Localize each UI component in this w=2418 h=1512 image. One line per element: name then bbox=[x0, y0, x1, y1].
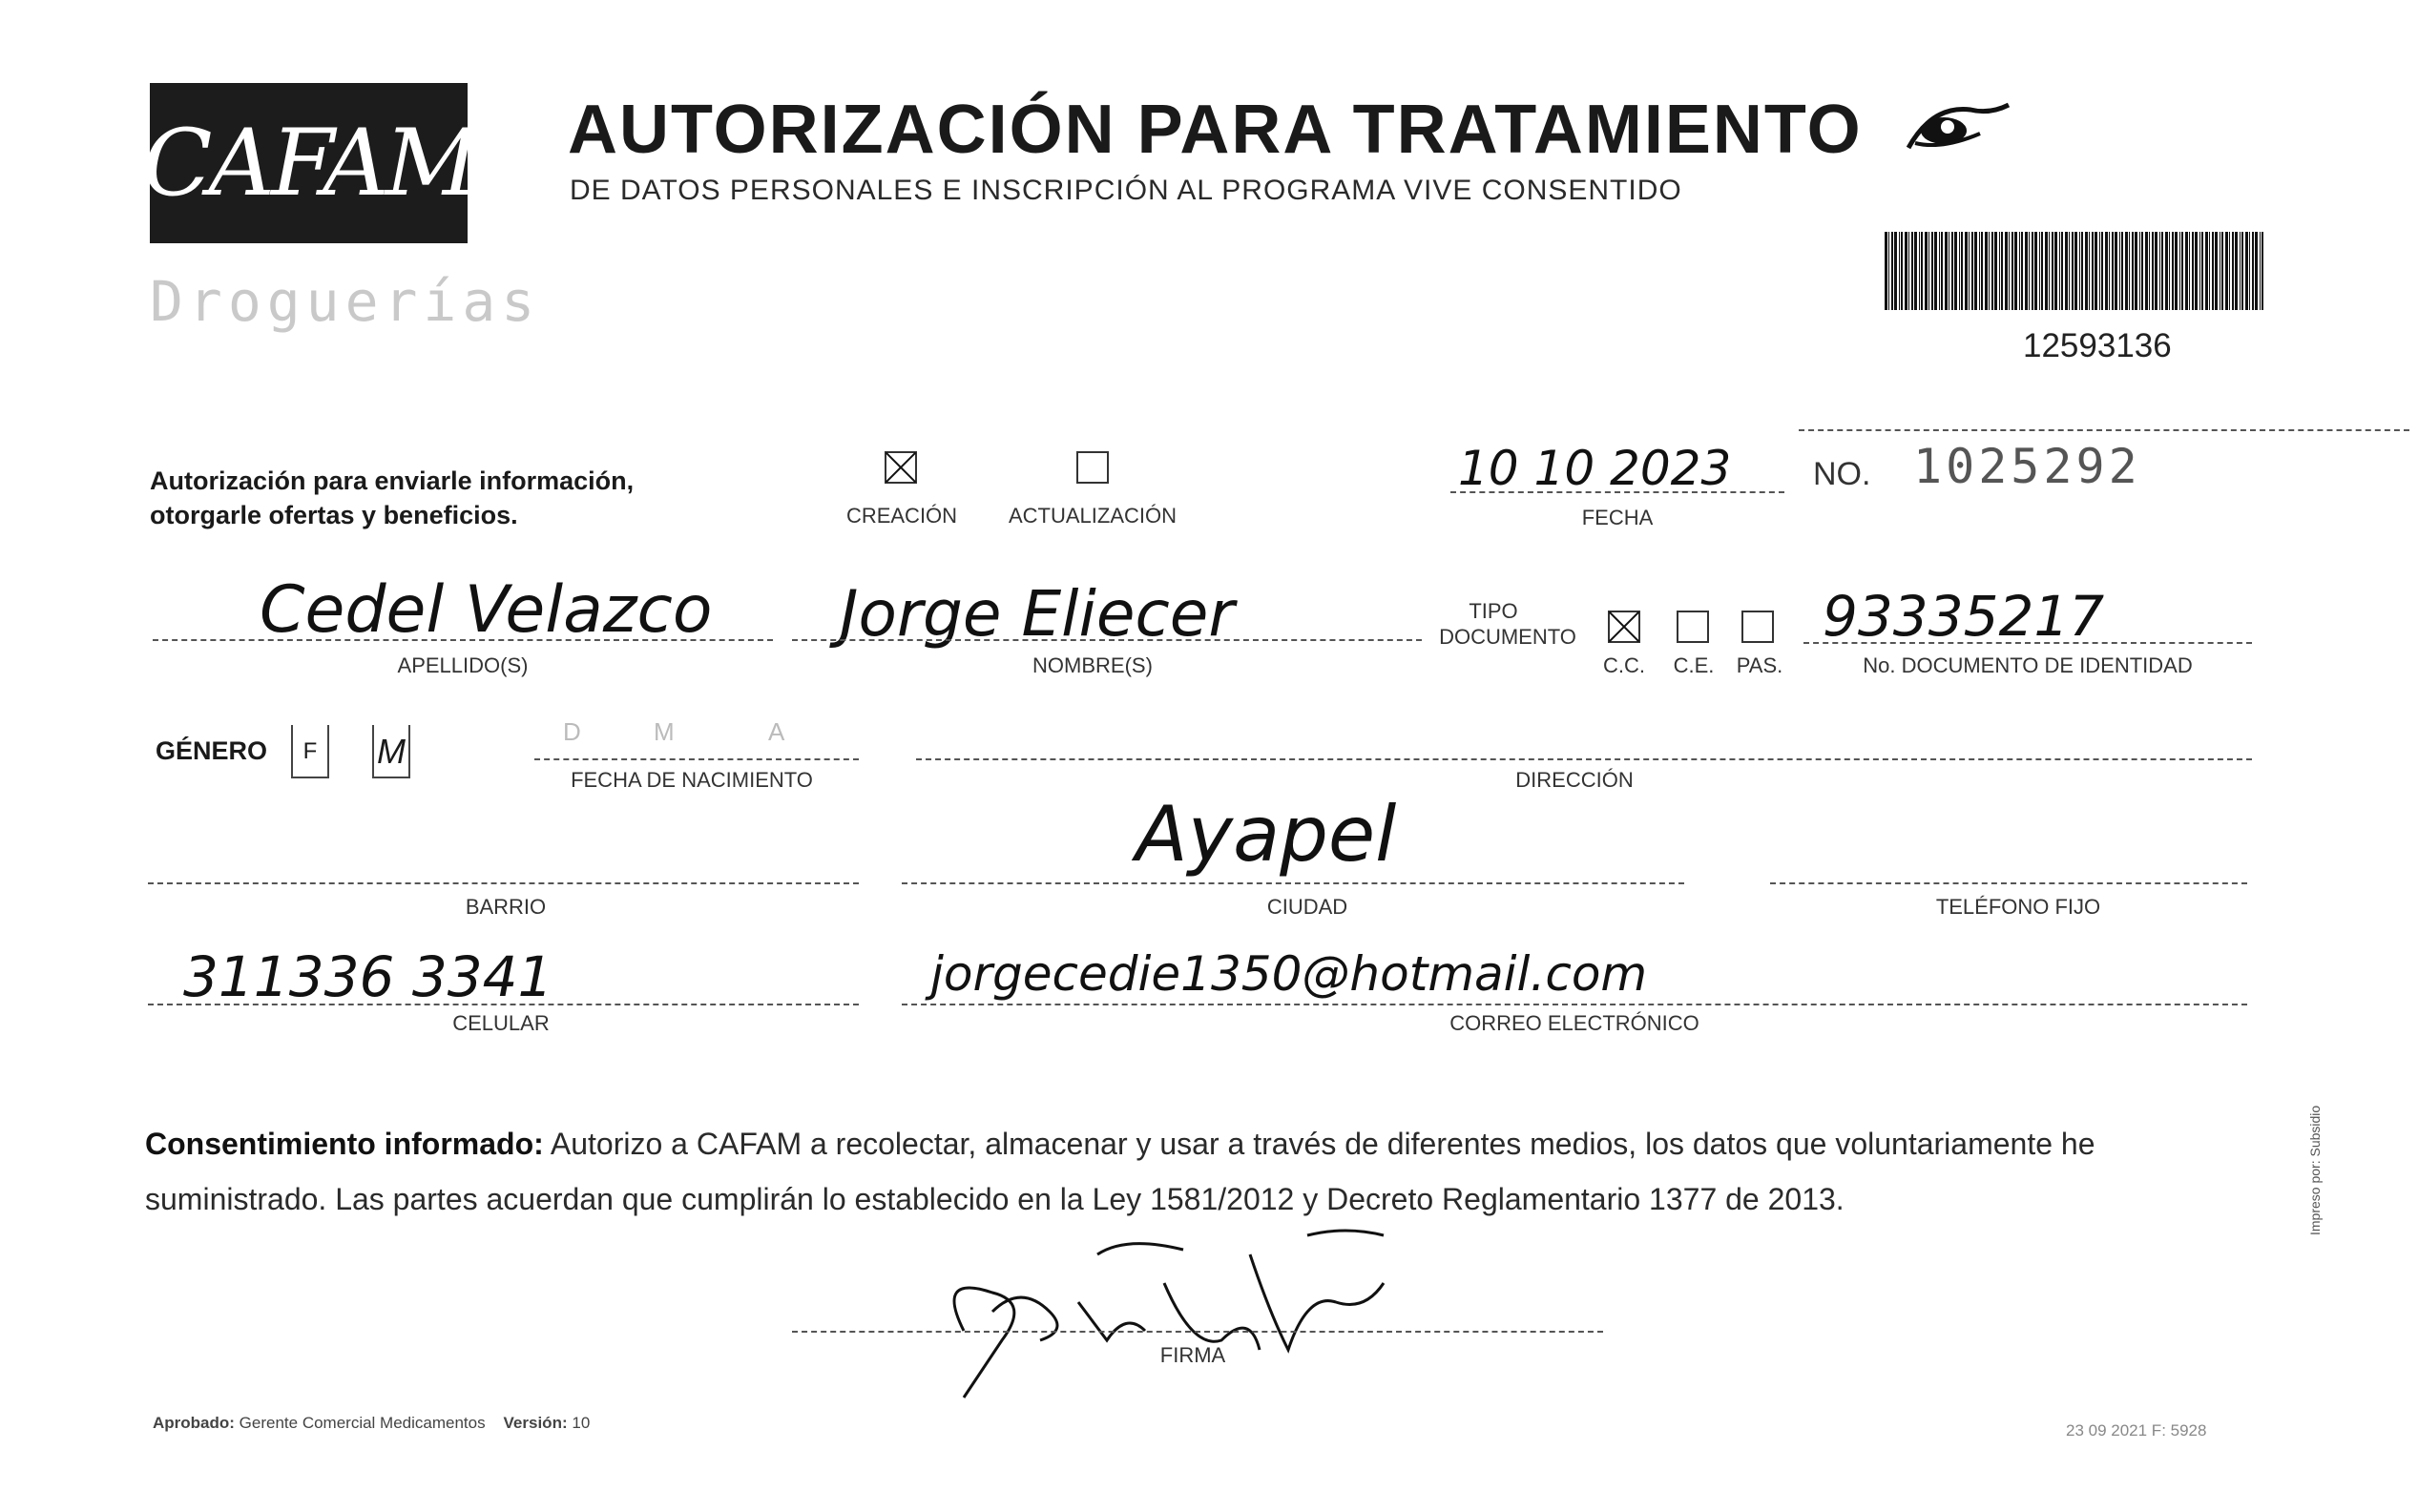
barcode-bar bbox=[2221, 232, 2223, 310]
barcode-number: 12593136 bbox=[2023, 327, 2172, 364]
fecha-label: FECHA bbox=[1581, 506, 1654, 529]
barcode-bar bbox=[2029, 232, 2030, 310]
creacion-label: CREACIÓN bbox=[845, 504, 958, 528]
version-label: Versión: bbox=[503, 1414, 568, 1432]
barcode-bar bbox=[2101, 232, 2103, 310]
documento-label: No. DOCUMENTO DE IDENTIDAD bbox=[1863, 653, 2193, 677]
barcode-bar bbox=[2215, 232, 2218, 310]
barcode-bar bbox=[1925, 232, 1928, 310]
barcode-bar bbox=[2052, 232, 2053, 310]
barcode-bar bbox=[1934, 232, 1937, 310]
barcode-bar bbox=[2252, 232, 2254, 310]
tipo-label-2: DOCUMENTO bbox=[1439, 625, 1576, 649]
logo-text: CAFAM bbox=[142, 110, 475, 217]
pas-label: PAS. bbox=[1736, 653, 1783, 677]
barcode-bar bbox=[2032, 232, 2033, 310]
barcode-bar bbox=[1945, 232, 1948, 310]
document-title: AUTORIZACIÓN PARA TRATAMIENTO bbox=[568, 92, 1863, 168]
barcode-bar bbox=[2072, 232, 2074, 310]
barcode-bar bbox=[1931, 232, 1933, 310]
barcode-bar bbox=[2132, 232, 2134, 310]
numero-top-line bbox=[1799, 429, 2409, 431]
cc-checkbox[interactable] bbox=[1608, 611, 1640, 643]
barcode-bar bbox=[2001, 232, 2003, 310]
tipo-label-1: TIPO bbox=[1469, 599, 1518, 623]
barcode-bar bbox=[1951, 232, 1953, 310]
barcode-bar bbox=[2041, 232, 2043, 310]
footer-right: 23 09 2021 F: 5928 bbox=[2066, 1421, 2207, 1440]
barcode-bar bbox=[2135, 232, 2137, 310]
barcode-bar bbox=[2199, 232, 2200, 310]
barcode-bar bbox=[1908, 232, 1909, 310]
barcode-bar bbox=[2012, 232, 2013, 310]
barcode-bar bbox=[2175, 232, 2178, 310]
fecha-nac-d: D bbox=[563, 717, 581, 746]
barcode-bar bbox=[2005, 232, 2008, 310]
barcode-bar bbox=[1921, 232, 1923, 310]
barcode-bar bbox=[2009, 232, 2010, 310]
barcode-bar bbox=[1941, 232, 1943, 310]
barcode-bar bbox=[1969, 232, 1970, 310]
barcode-bar bbox=[2025, 232, 2028, 310]
barcode-bar bbox=[2205, 232, 2208, 310]
fecha-nac-label: FECHA DE NACIMIENTO bbox=[571, 768, 813, 792]
barcode-bar bbox=[2192, 232, 2194, 310]
nombres-line bbox=[792, 639, 1422, 641]
barcode-bar bbox=[2229, 232, 2230, 310]
barcode-bar bbox=[2195, 232, 2198, 310]
direccion-line[interactable] bbox=[916, 758, 2252, 760]
barcode-bar bbox=[2099, 232, 2100, 310]
barcode-bar bbox=[2179, 232, 2180, 310]
numero-label: NO. bbox=[1813, 456, 1871, 492]
barcode-bar bbox=[2092, 232, 2094, 310]
ciudad-label: CIUDAD bbox=[1266, 895, 1348, 919]
direccion-label: DIRECCIÓN bbox=[1515, 768, 1634, 792]
barcode-bar bbox=[1999, 232, 2000, 310]
fecha-value[interactable]: 10 10 2023 bbox=[1458, 441, 1732, 496]
barcode-bar bbox=[2074, 232, 2077, 310]
barcode-bar bbox=[2139, 232, 2140, 310]
barcode-bar bbox=[2061, 232, 2063, 310]
barcode-bar bbox=[2039, 232, 2040, 310]
barcode-bar bbox=[1965, 232, 1968, 310]
barcode-bar bbox=[2059, 232, 2060, 310]
barcode-bar bbox=[2241, 232, 2243, 310]
barcode-bar bbox=[2169, 232, 2170, 310]
barcode-bar bbox=[2095, 232, 2097, 310]
barcode-bar bbox=[1961, 232, 1963, 310]
barcode-bar bbox=[2185, 232, 2188, 310]
barcode-bar bbox=[2152, 232, 2154, 310]
barcode-bar bbox=[1981, 232, 1983, 310]
nombres-value[interactable]: Jorge Eliecer bbox=[840, 577, 1235, 651]
barcode-bar bbox=[2079, 232, 2080, 310]
barcode-bar bbox=[1901, 232, 1903, 310]
barcode-bar bbox=[2034, 232, 2037, 310]
barcode-bar bbox=[2201, 232, 2203, 310]
barcode-bar bbox=[2121, 232, 2123, 310]
barcode-bar bbox=[1979, 232, 1980, 310]
telefono-label: TELÉFONO FIJO bbox=[1935, 895, 2101, 919]
barcode-bar bbox=[2155, 232, 2157, 310]
barcode-bar bbox=[2085, 232, 2088, 310]
barcode-bar bbox=[2089, 232, 2090, 310]
barcode-bar bbox=[1954, 232, 1957, 310]
barcode-bar bbox=[2161, 232, 2163, 310]
barcode-bar bbox=[2172, 232, 2174, 310]
documento-line bbox=[1803, 642, 2252, 644]
barcode-bar bbox=[1991, 232, 1993, 310]
barcode-bar bbox=[2065, 232, 2068, 310]
fecha-nac-line bbox=[534, 758, 859, 760]
genero-label: GÉNERO bbox=[156, 736, 268, 765]
barcode-bar bbox=[2045, 232, 2048, 310]
barcode-bar bbox=[2141, 232, 2143, 310]
barcode-bar bbox=[2054, 232, 2057, 310]
barrio-label: BARRIO bbox=[465, 895, 547, 919]
barcode-bar bbox=[1914, 232, 1917, 310]
barcode-bar bbox=[2181, 232, 2183, 310]
barcode-bar bbox=[2112, 232, 2114, 310]
barcode bbox=[1885, 232, 2266, 310]
barcode-bar bbox=[2115, 232, 2117, 310]
barcode-bar bbox=[2014, 232, 2017, 310]
barcode-bar bbox=[1971, 232, 1973, 310]
apellidos-label: APELLIDO(S) bbox=[397, 653, 529, 677]
barcode-bar bbox=[2081, 232, 2083, 310]
fecha-line bbox=[1450, 491, 1784, 493]
barcode-bar bbox=[2049, 232, 2050, 310]
barcode-bar bbox=[2119, 232, 2120, 310]
barcode-bar bbox=[2255, 232, 2258, 310]
aprobado-label: Aprobado: bbox=[153, 1414, 235, 1432]
actualizacion-checkbox[interactable] bbox=[1076, 451, 1109, 484]
aprobado-value: Gerente Comercial Medicamentos bbox=[239, 1414, 486, 1432]
barrio-line[interactable] bbox=[148, 882, 859, 884]
fecha-nac-m: M bbox=[654, 717, 675, 746]
ce-label: C.E. bbox=[1673, 653, 1715, 677]
barcode-bar bbox=[2189, 232, 2190, 310]
footer-left bbox=[153, 1414, 590, 1433]
barcode-bar bbox=[2019, 232, 2020, 310]
barcode-bar bbox=[2159, 232, 2160, 310]
correo-label: CORREO ELECTRÓNICO bbox=[1449, 1011, 1699, 1035]
consent-body: Autorizo a CAFAM a recolectar, almacenar y usar a través de diferentes medios, los datos que voluntariamente he suministrado. Las partes acuerdan que cumplirán lo establecido en la Ley 1581/2012 y Decreto Reglamentario 1377 de 2013. bbox=[145, 1127, 2095, 1216]
authorization-line-2: otorgarle ofertas y beneficios. bbox=[150, 501, 518, 529]
cafam-logo bbox=[142, 83, 475, 243]
barcode-bar bbox=[1891, 232, 1893, 310]
barcode-bar bbox=[1989, 232, 1990, 310]
cc-label: C.C. bbox=[1603, 653, 1645, 677]
barcode-bar bbox=[1919, 232, 1920, 310]
creacion-checkbox[interactable] bbox=[885, 451, 917, 484]
barcode-bar bbox=[2232, 232, 2234, 310]
barcode-bar bbox=[2209, 232, 2210, 310]
consent-heading: Consentimiento informado: bbox=[145, 1127, 544, 1161]
documento-value[interactable]: 93335217 bbox=[1823, 584, 2105, 649]
eye-logo-icon bbox=[1904, 91, 2018, 157]
fecha-nac-a: A bbox=[768, 717, 785, 746]
side-print-text: Impreso por: Subsidio bbox=[2307, 1105, 2323, 1235]
ciudad-value[interactable]: Ayapel bbox=[1136, 790, 1397, 879]
barcode-bar bbox=[1939, 232, 1940, 310]
correo-value[interactable]: jorgecedie1350@hotmail.com bbox=[930, 946, 1648, 1002]
barcode-bar bbox=[2240, 232, 2241, 310]
barcode-bar bbox=[2249, 232, 2250, 310]
barcode-bar bbox=[2125, 232, 2128, 310]
barcode-bar bbox=[1888, 232, 1889, 310]
ciudad-line bbox=[902, 882, 1684, 884]
barcode-bar bbox=[2212, 232, 2214, 310]
barcode-bar bbox=[2245, 232, 2248, 310]
authorization-text bbox=[150, 464, 634, 532]
genero-m-box[interactable]: M bbox=[372, 725, 410, 778]
ce-checkbox[interactable] bbox=[1677, 611, 1709, 643]
barcode-bar bbox=[2109, 232, 2110, 310]
barcode-bar bbox=[2149, 232, 2150, 310]
firma-label: FIRMA bbox=[1159, 1343, 1226, 1367]
barcode-bar bbox=[2235, 232, 2238, 310]
barcode-bar bbox=[1994, 232, 1997, 310]
signature-image bbox=[907, 1197, 1431, 1407]
authorization-line-1: Autorización para enviarle información, bbox=[150, 466, 635, 495]
genero-f-box[interactable]: F bbox=[291, 725, 329, 778]
barcode-bar bbox=[2260, 232, 2261, 310]
apellidos-line bbox=[153, 639, 773, 641]
actualizacion-label: ACTUALIZACIÓN bbox=[1008, 504, 1178, 528]
barcode-bar bbox=[1885, 232, 1887, 310]
barcode-bar bbox=[1905, 232, 1907, 310]
barcode-bar bbox=[2145, 232, 2148, 310]
document-subtitle: DE DATOS PERSONALES E INSCRIPCIÓN AL PROGRAMA VIVE CONSENTIDO bbox=[570, 175, 1682, 206]
barcode-bar bbox=[1985, 232, 1988, 310]
numero-value: 1025292 bbox=[1913, 439, 2141, 494]
correo-line bbox=[902, 1004, 2247, 1005]
barcode-bar bbox=[1974, 232, 1977, 310]
logo-subtitle: Droguerías bbox=[150, 269, 541, 334]
firma-line bbox=[792, 1331, 1603, 1333]
pas-checkbox[interactable] bbox=[1741, 611, 1774, 643]
barcode-bar bbox=[1911, 232, 1913, 310]
barcode-bar bbox=[1894, 232, 1897, 310]
celular-label: CELULAR bbox=[452, 1011, 550, 1035]
barcode-bar bbox=[2129, 232, 2130, 310]
barcode-bar bbox=[1928, 232, 1929, 310]
barcode-bar bbox=[2105, 232, 2108, 310]
barcode-bar bbox=[1899, 232, 1900, 310]
celular-value[interactable]: 311336 3341 bbox=[183, 944, 553, 1009]
barcode-bar bbox=[2262, 232, 2263, 310]
barcode-bar bbox=[2165, 232, 2168, 310]
barcode-bar bbox=[1959, 232, 1960, 310]
nombres-label: NOMBRE(S) bbox=[1032, 653, 1153, 677]
apellidos-value[interactable]: Cedel Velazco bbox=[260, 572, 713, 648]
barcode-bar bbox=[2021, 232, 2023, 310]
barcode-bar bbox=[2225, 232, 2228, 310]
telefono-line[interactable] bbox=[1770, 882, 2247, 884]
barcode-bar bbox=[2069, 232, 2070, 310]
version-value: 10 bbox=[572, 1414, 591, 1432]
celular-line bbox=[148, 1004, 859, 1005]
